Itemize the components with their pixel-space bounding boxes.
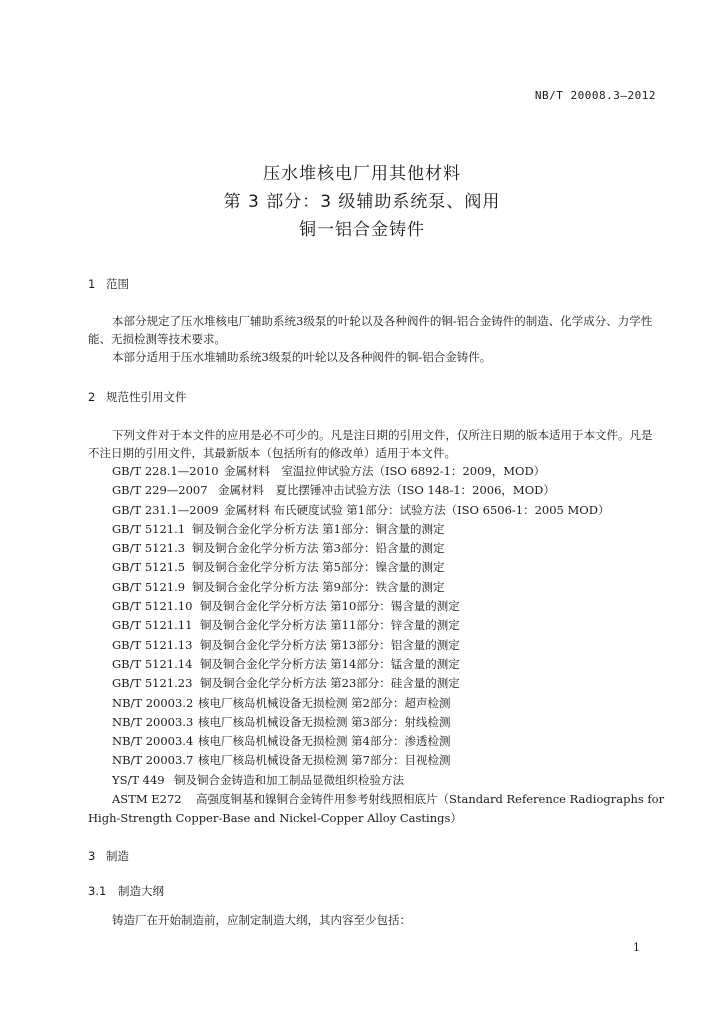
reference-item <box>88 771 668 790</box>
section-1-number: 1 <box>88 277 96 291</box>
reference-title: 核电厂核岛机械设备无损检测 第4部分：渗透检测 <box>198 734 451 749</box>
section-2-heading <box>88 389 187 405</box>
reference-code: GB/T 229—2007 <box>112 483 208 498</box>
reference-code: GB/T 5121.9 <box>112 579 186 594</box>
reference-item <box>88 539 668 558</box>
reference-item <box>88 694 668 713</box>
title-line-2: 第 3 部分：3 级辅助系统泵、阀用 <box>223 192 501 212</box>
subsection-3-1-heading <box>88 883 164 899</box>
title-line-3: 铜一铝合金铸件 <box>299 220 425 240</box>
reference-code: NB/T 20003.4 <box>112 734 194 749</box>
section-3-number: 3 <box>88 849 96 863</box>
reference-code: GB/T 5121.14 <box>112 656 193 671</box>
reference-code: NB/T 20003.3 <box>112 714 194 729</box>
reference-title: 铜及铜合金化学分析方法 第11部分：锌含量的测定 <box>200 618 460 633</box>
section-3-title: 制造 <box>106 849 129 863</box>
section-1-title: 范围 <box>106 277 129 291</box>
reference-code: GB/T 5121.13 <box>112 637 193 652</box>
reference-item <box>88 732 668 751</box>
reference-item <box>88 481 668 500</box>
reference-list <box>88 462 668 829</box>
reference-code: GB/T 231.1—2009 <box>112 502 219 517</box>
reference-title: 核电厂核岛机械设备无损检测 第3部分：射线检测 <box>198 714 451 729</box>
section-1-para-1: 本部分规定了压水堆核电厂辅助系统3级泵的叶轮以及各种阀件的铜-铝合金铸件的制造、化学成分、力学性能、无损检测等技术要求。 <box>88 314 653 346</box>
reference-code: YS/T 449 <box>112 772 165 787</box>
reference-item <box>88 674 668 693</box>
reference-item <box>88 597 668 616</box>
reference-title: 铜及铜合金化学分析方法 第23部分：硅含量的测定 <box>200 676 460 691</box>
reference-item <box>88 578 668 597</box>
subsection-3-1-title: 制造大纲 <box>118 884 164 898</box>
subsection-3-1-text: 铸造厂在开始制造前，应制定制造大纲，其内容至少包括： <box>112 913 411 927</box>
reference-title: 铜及铜合金化学分析方法 第1部分：铜含量的测定 <box>192 521 445 536</box>
reference-title: 铜及铜合金化学分析方法 第3部分：铅含量的测定 <box>192 541 445 556</box>
reference-title: 铜及铜合金化学分析方法 第13部分：铝含量的测定 <box>200 637 460 652</box>
reference-item <box>88 501 668 520</box>
section-1-heading <box>88 276 129 292</box>
reference-title: 高强度铜基和镍铜合金铸件用参考射线照相底片（Standard Reference Radiographs for High-Strength Copper-Base and Nickel-Copper Alloy Castings） <box>88 792 665 826</box>
reference-title: 铜及铜合金化学分析方法 第10部分：锡含量的测定 <box>200 599 460 614</box>
reference-code: GB/T 5121.11 <box>112 618 193 633</box>
reference-title: 金属材料 夏比摆锤冲击试验方法（ISO 148-1：2006，MOD） <box>218 483 555 498</box>
reference-code: GB/T 5121.10 <box>112 599 193 614</box>
reference-title: 铜及铜合金化学分析方法 第9部分：铁含量的测定 <box>192 579 445 594</box>
subsection-3-1-number: 3.1 <box>88 884 107 898</box>
reference-code: GB/T 5121.5 <box>112 560 186 575</box>
reference-code: GB/T 5121.1 <box>112 521 186 536</box>
reference-item <box>88 751 668 770</box>
reference-item <box>88 790 668 829</box>
reference-title: 金属材料 室温拉伸试验方法（ISO 6892-1：2009，MOD） <box>224 464 546 478</box>
reference-code: GB/T 228.1—2010 <box>112 464 219 478</box>
reference-title: 铜及铜合金铸造和加工制品显微组织检验方法 <box>174 772 404 787</box>
section-2-number: 2 <box>88 390 96 404</box>
section-1-para-2: 本部分适用于压水堆辅助系统3级泵的叶轮以及各种阀件的铜-铝合金铸件。 <box>112 350 492 364</box>
reference-item <box>88 713 668 732</box>
reference-code: GB/T 5121.3 <box>112 541 186 556</box>
reference-title: 铜及铜合金化学分析方法 第5部分：镍含量的测定 <box>192 560 445 575</box>
reference-item <box>88 655 668 674</box>
reference-item <box>88 636 668 655</box>
reference-code: NB/T 20003.2 <box>112 695 194 710</box>
reference-code: NB/T 20003.7 <box>112 753 194 768</box>
reference-title: 核电厂核岛机械设备无损检测 第7部分：目视检测 <box>198 753 451 768</box>
reference-title: 铜及铜合金化学分析方法 第14部分：锰含量的测定 <box>200 656 460 671</box>
page-number: 1 <box>633 941 640 954</box>
section-2-title: 规范性引用文件 <box>106 390 187 404</box>
title-line-1: 压水堆核电厂用其他材料 <box>263 164 461 184</box>
reference-item <box>88 616 668 635</box>
standard-code: NB/T 20008.3—2012 <box>534 89 656 102</box>
reference-item <box>88 520 668 539</box>
reference-code: ASTM E272 <box>112 792 182 807</box>
reference-code: GB/T 5121.23 <box>112 676 193 691</box>
reference-item <box>88 462 668 481</box>
section-3-heading <box>88 848 129 864</box>
reference-title: 金属材料 布氏硬度试验 第1部分：试验方法（ISO 6506-1：2005 MOD） <box>224 502 610 517</box>
reference-item <box>88 558 668 577</box>
reference-title: 核电厂核岛机械设备无损检测 第2部分：超声检测 <box>198 695 451 710</box>
section-2-intro: 下列文件对于本文件的应用是必不可少的。凡是注日期的引用文件，仅所注日期的版本适用于本文件。凡是不注日期的引用文件，其最新版本（包括所有的修改单）适用于本文件。 <box>88 428 653 460</box>
